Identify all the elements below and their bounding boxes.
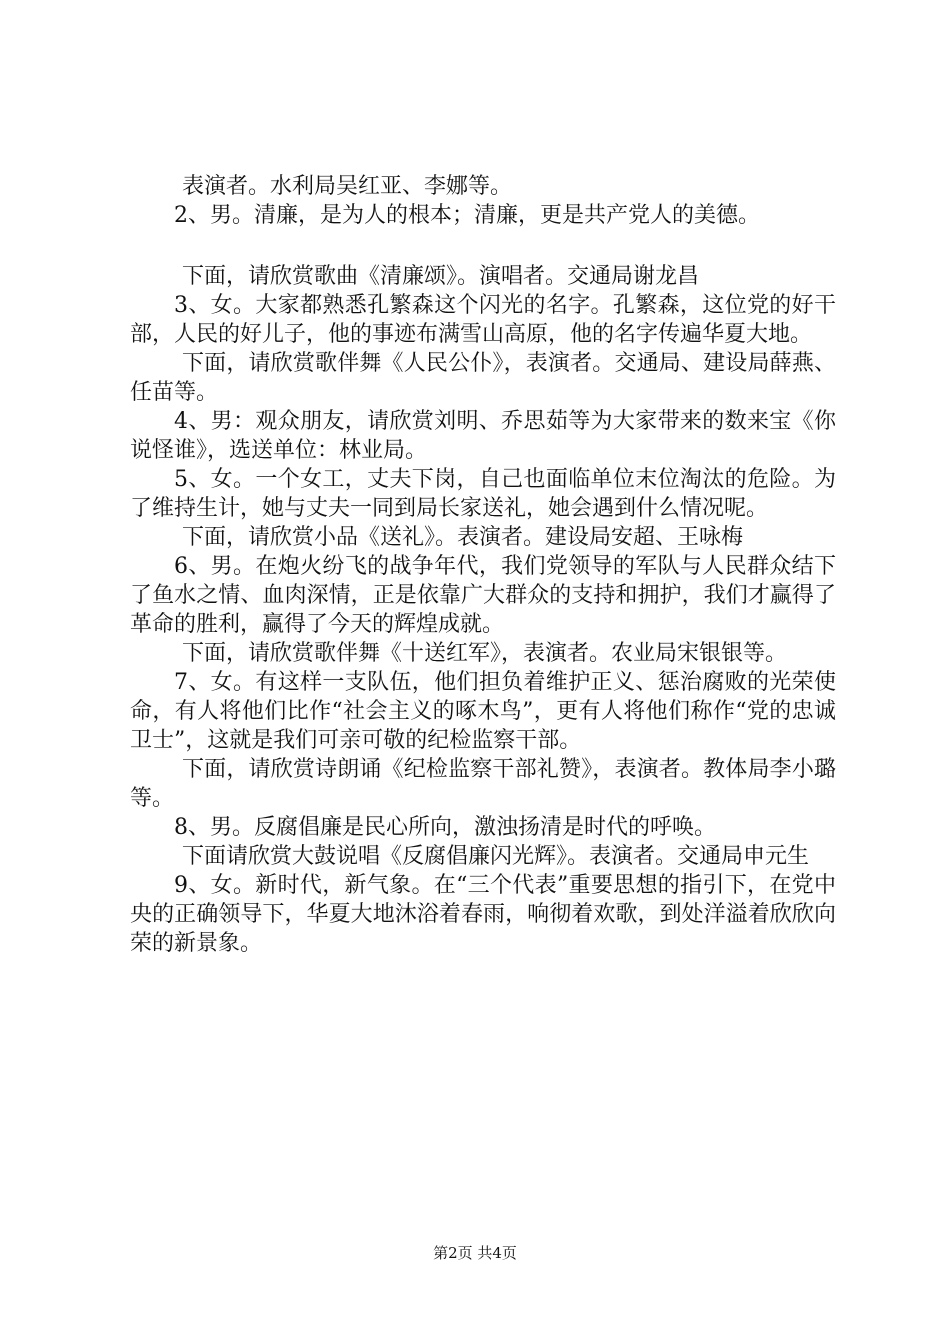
paragraph-item-8: 8、男。反腐倡廉是民心所向，激浊扬清是时代的呼唤。 (174, 815, 716, 840)
paragraph-item-5: 5、女。一个女工，丈夫下岗，自己也面临单位末位淘汰的危险。为了维持生计，她与丈夫一同到局长家送礼，她会遇到什么情况呢。 (130, 467, 836, 521)
paragraph-drum-intro: 下面请欣赏大鼓说唱《反腐倡廉闪光辉》。表演者。交通局申元生 (182, 844, 810, 869)
paragraph-item-7: 7、女。有这样一支队伍，他们担负着维护正义、惩治腐败的光荣使命，有人将他们比作“社会主义的啄木鸟”，更有人将他们称作“党的忠诚卫士”，这就是我们可亲可敬的纪检监察干部。 (130, 670, 836, 753)
page-footer: 第2页 共4页 (433, 1244, 517, 1262)
paragraph-item-4: 4、男：观众朋友，请欣赏刘明、乔思茹等为大家带来的数来宝《你说怪谁》，选送单位：林业局。 (130, 409, 836, 463)
paragraph-item-3: 3、女。大家都熟悉孔繁森这个闪光的名字。孔繁森，这位党的好干部，人民的好儿子，他的事迹布满雪山高原，他的名字传遍华夏大地。 (130, 293, 836, 347)
paragraph-performers-water: 表演者。水利局吴红亚、李娜等。 (182, 174, 513, 199)
paragraph-poem-intro: 下面，请欣赏诗朗诵《纪检监察干部礼赞》，表演者。教体局李小璐等。 (130, 757, 836, 811)
paragraph-dance-intro: 下面，请欣赏歌伴舞《人民公仆》，表演者。交通局、建设局薛燕、任苗等。 (130, 351, 836, 405)
document-body (130, 172, 836, 958)
paragraph-sketch-intro: 下面，请欣赏小品《送礼》。表演者。建设局安超、王咏梅 (182, 525, 744, 550)
paragraph-item-9: 9、女。新时代，新气象。在“三个代表”重要思想的指引下，在党中央的正确领导下，华夏大地沐浴着春雨，响彻着欢歌，到处洋溢着欣欣向荣的新景象。 (130, 873, 836, 956)
paragraph-song-intro: 下面，请欣赏歌曲《清廉颂》。演唱者。交通局谢龙昌 (182, 264, 700, 289)
paragraph-red-army-intro: 下面，请欣赏歌伴舞《十送红军》，表演者。农业局宋银银等。 (182, 641, 788, 666)
paragraph-item-2: 2、男。清廉，是为人的根本；清廉，更是共产党人的美德。 (174, 203, 760, 228)
paragraph-item-6: 6、男。在炮火纷飞的战争年代，我们党领导的军队与人民群众结下了鱼水之情、血肉深情，正是依靠广大群众的支持和拥护，我们才赢得了革命的胜利，赢得了今天的辉煌成就。 (130, 554, 836, 637)
